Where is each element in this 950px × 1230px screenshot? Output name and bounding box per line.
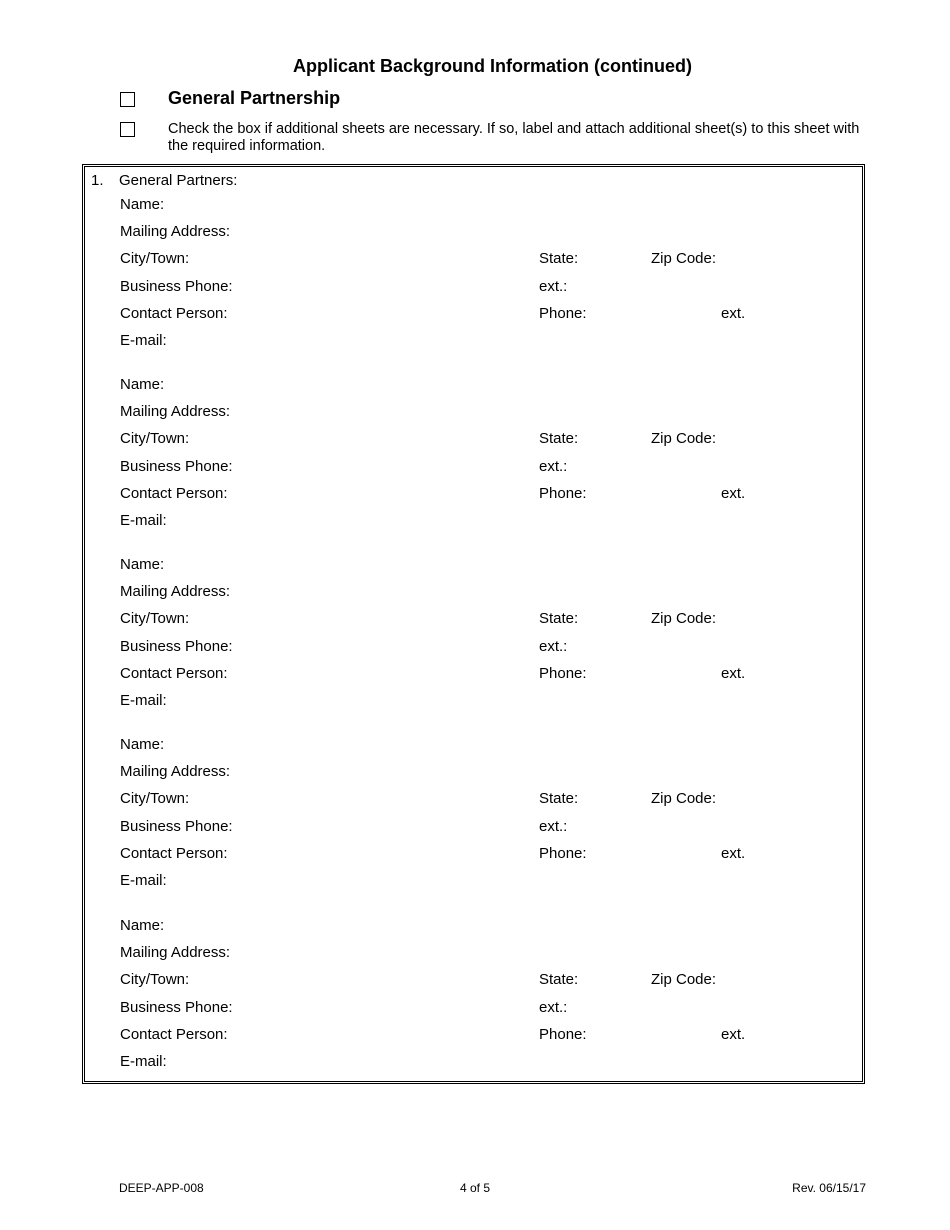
mailing-address-label: Mailing Address: <box>120 583 231 600</box>
name-label: Name: <box>120 556 165 573</box>
city-town-label: City/Town: <box>120 250 190 267</box>
page-number: 4 of 5 <box>459 1181 491 1195</box>
zip-code-label: Zip Code: <box>651 971 717 988</box>
city-town-label: City/Town: <box>120 430 190 447</box>
mailing-address-label: Mailing Address: <box>120 944 231 961</box>
zip-code-label: Zip Code: <box>651 430 717 447</box>
contact-person-label: Contact Person: <box>120 845 228 862</box>
general-partnership-checkbox[interactable] <box>120 92 135 107</box>
business-phone-label: Business Phone: <box>120 999 233 1016</box>
business-phone-label: Business Phone: <box>120 638 233 655</box>
state-label: State: <box>539 971 579 988</box>
email-label: E-mail: <box>120 872 167 889</box>
name-label: Name: <box>120 196 165 213</box>
additional-sheets-checkbox[interactable] <box>120 122 135 137</box>
phone-label: Phone: <box>539 1026 587 1043</box>
state-label: State: <box>539 250 579 267</box>
mailing-address-label: Mailing Address: <box>120 223 231 240</box>
form-id: DEEP-APP-008 <box>119 1181 204 1195</box>
ext-label: ext. <box>721 485 746 502</box>
ext-colon-label: ext.: <box>539 458 568 475</box>
contact-person-label: Contact Person: <box>120 305 228 322</box>
additional-sheets-note: Check the box if additional sheets are necessary. If so, label and attach additional sheet(s) to this sheet with the required information. <box>168 121 860 154</box>
business-phone-label: Business Phone: <box>120 818 233 835</box>
ext-colon-label: ext.: <box>539 278 568 295</box>
section-number: 1. <box>91 172 104 189</box>
city-town-label: City/Town: <box>120 790 190 807</box>
mailing-address-label: Mailing Address: <box>120 763 231 780</box>
email-label: E-mail: <box>120 512 167 529</box>
name-label: Name: <box>120 736 165 753</box>
ext-colon-label: ext.: <box>539 818 568 835</box>
zip-code-label: Zip Code: <box>651 790 717 807</box>
general-partnership-label: General Partnership <box>168 88 341 108</box>
mailing-address-label: Mailing Address: <box>120 403 231 420</box>
state-label: State: <box>539 790 579 807</box>
revision-date: Rev. 06/15/17 <box>792 1181 866 1195</box>
section-title: General Partners: <box>119 172 238 189</box>
contact-person-label: Contact Person: <box>120 485 228 502</box>
city-town-label: City/Town: <box>120 971 190 988</box>
ext-label: ext. <box>721 845 746 862</box>
business-phone-label: Business Phone: <box>120 278 233 295</box>
contact-person-label: Contact Person: <box>120 1026 228 1043</box>
email-label: E-mail: <box>120 332 167 349</box>
ext-colon-label: ext.: <box>539 638 568 655</box>
ext-label: ext. <box>721 305 746 322</box>
contact-person-label: Contact Person: <box>120 665 228 682</box>
state-label: State: <box>539 610 579 627</box>
page-title: Applicant Background Information (continued) <box>293 56 692 76</box>
ext-label: ext. <box>721 1026 746 1043</box>
phone-label: Phone: <box>539 305 587 322</box>
name-label: Name: <box>120 917 165 934</box>
phone-label: Phone: <box>539 665 587 682</box>
city-town-label: City/Town: <box>120 610 190 627</box>
ext-label: ext. <box>721 665 746 682</box>
phone-label: Phone: <box>539 485 587 502</box>
zip-code-label: Zip Code: <box>651 250 717 267</box>
zip-code-label: Zip Code: <box>651 610 717 627</box>
name-label: Name: <box>120 376 165 393</box>
ext-colon-label: ext.: <box>539 999 568 1016</box>
email-label: E-mail: <box>120 692 167 709</box>
state-label: State: <box>539 430 579 447</box>
business-phone-label: Business Phone: <box>120 458 233 475</box>
phone-label: Phone: <box>539 845 587 862</box>
email-label: E-mail: <box>120 1053 167 1070</box>
